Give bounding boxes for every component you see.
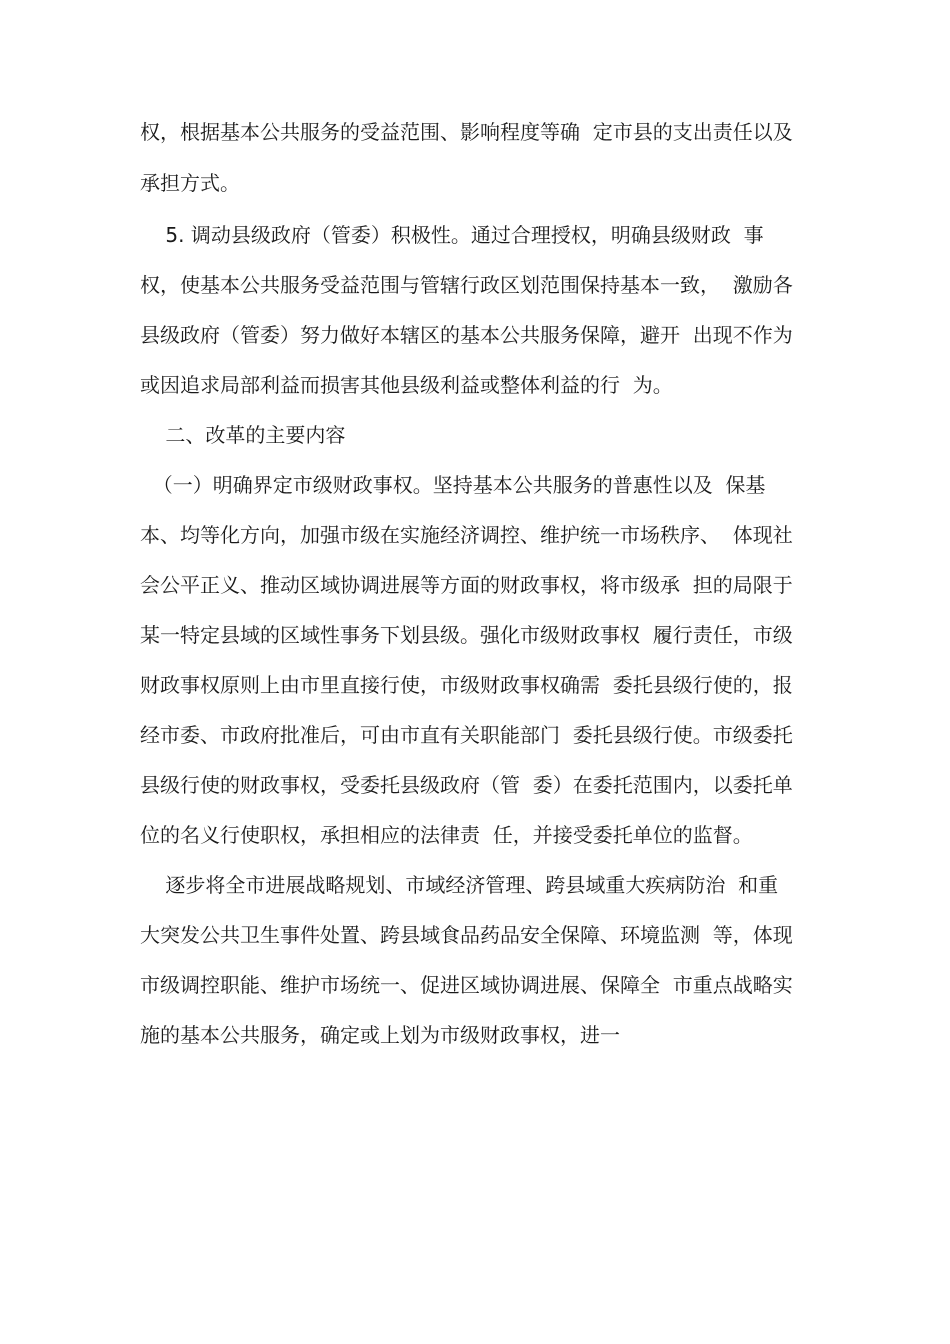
section-heading: 二、改革的主要内容 [140,423,346,447]
text-line: 施的基本公共服务，确定或上划为市级财政事权，进一 [140,1023,620,1047]
text-line: 经市委、市政府批准后，可由市直有关职能部门 委托县级行使。市级委托 [140,723,793,747]
text-line: 5. 调动县级政府（管委）积极性。通过合理授权，明确县级财政 事 [140,223,764,247]
text-line: 权，根据基本公共服务的受益范围、影响程度等确 定市县的支出责任以及 [140,120,793,144]
text-line: 本、均等化方向，加强市级在实施经济调控、维护统一市场秩序、 体现社 [140,523,793,547]
text-line: 或因追求局部利益而损害其他县级利益或整体利益的行 为。 [140,373,673,397]
text-line: 会公平正义、推动区域协调进展等方面的财政事权，将市级承 担的局限于 [140,573,793,597]
text-line: 承担方式。 [140,171,240,195]
text-line: 权，使基本公共服务受益范围与管辖行政区划范围保持基本一致， 激励各 [140,273,793,297]
text-line: 市级调控职能、维护市场统一、促进区域协调进展、保障全 市重点战略实 [140,973,793,997]
text-line: 财政事权原则上由市里直接行使，市级财政事权确需 委托县级行使的，报 [140,673,793,697]
text-line: 县级政府（管委）努力做好本辖区的基本公共服务保障，避开 出现不作为 [140,323,793,347]
text-line: 逐步将全市进展战略规划、市域经济管理、跨县域重大疾病防治 和重 [140,873,779,897]
text-line: 县级行使的财政事权，受委托县级政府（管 委）在委托范围内，以委托单 [140,773,793,797]
text-line: （一）明确界定市级财政事权。坚持基本公共服务的普惠性以及 保基 [140,473,766,497]
text-line: 位的名义行使职权，承担相应的法律责 任，并接受委托单位的监督。 [140,823,753,847]
text-line: 某一特定县域的区域性事务下划县级。强化市级财政事权 履行责任，市级 [140,623,793,647]
text-line: 大突发公共卫生事件处置、跨县域食品药品安全保障、环境监测 等，体现 [140,923,793,947]
